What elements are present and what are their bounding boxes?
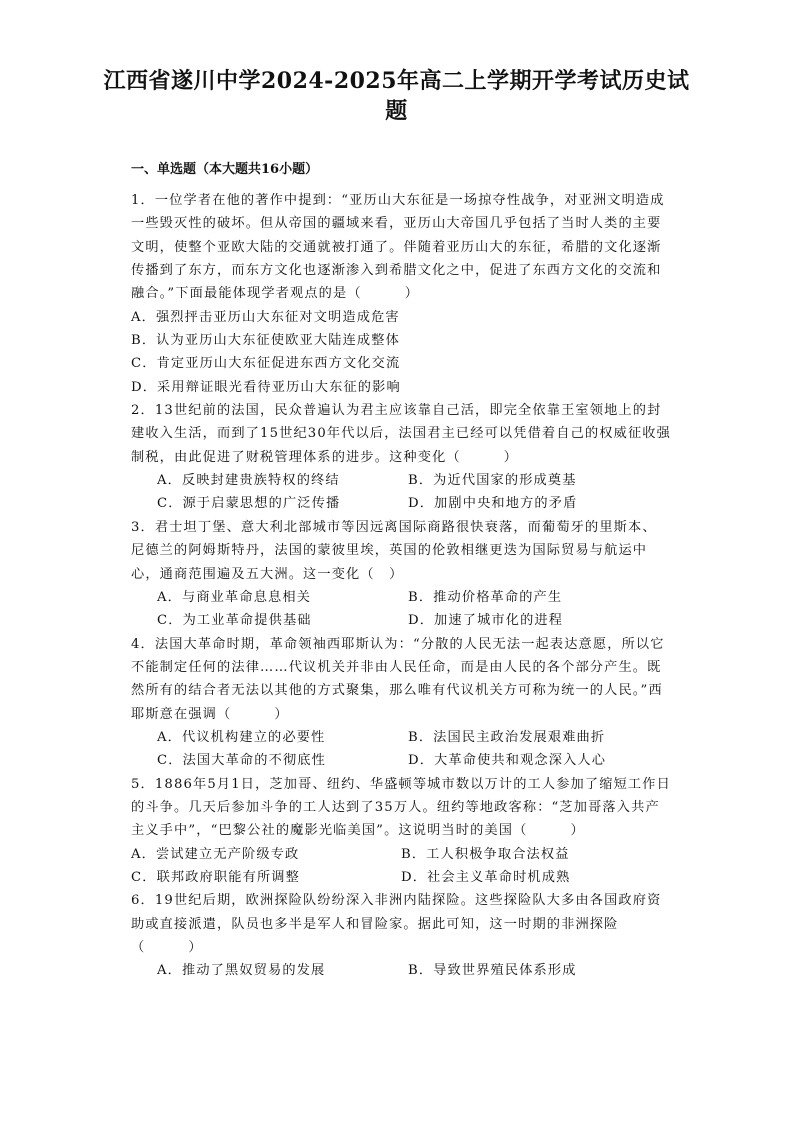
question-5 xyxy=(131,773,671,890)
option-a: A．强烈抨击亚历山大东征对文明造成危害 xyxy=(131,309,400,325)
option-d: D．采用辩证眼光看待亚历山大东征的影响 xyxy=(131,379,401,395)
question-stem: 3．君士坦丁堡、意大利北部城市等因远离国际商路很快衰落，而葡萄牙的里斯本、尼德兰的阿姆斯特丹，法国的蒙彼里埃，英国的伦敦相继更迭为国际贸易与航运中心，通商范围遍及五大洲。这一变化（ ） xyxy=(131,519,657,582)
option-row xyxy=(131,866,671,889)
option-a: A．尝试建立无产阶级专政 xyxy=(131,846,300,862)
option-c: C．法国大革命的不彻底性 xyxy=(157,753,326,769)
option-d: D．加速了城市化的进程 xyxy=(408,613,564,629)
option-row xyxy=(131,749,671,772)
option-b: B．导致世界殖民体系形成 xyxy=(408,963,577,979)
option-row xyxy=(131,959,671,982)
question-list xyxy=(131,189,671,983)
option-b: B．认为亚历山大东征使欧亚大陆连成整体 xyxy=(131,333,400,349)
question-3 xyxy=(131,516,671,633)
option-d: D．大革命使共和观念深入人心 xyxy=(408,753,607,769)
option-row xyxy=(131,609,671,632)
option-d: D．社会主义革命时机成熟 xyxy=(401,869,571,885)
option-c: C．联邦政府职能有所调整 xyxy=(131,869,300,885)
option-row xyxy=(131,469,671,492)
question-stem: 4．法国大革命时期，革命领袖西耶斯认为：“分散的人民无法一起表达意愿，所以它不能制定任何的法律……代议机关并非由人民任命，而是由人民的各个部分产生。既然所有的结合者无法以其他的方式聚集，那么唯有代议机关方可称为统一的人民。”西耶斯意在强调（ ） xyxy=(131,636,665,722)
option-b: B．推动价格革命的产生 xyxy=(408,589,563,605)
question-4 xyxy=(131,633,671,773)
option-c: C．源于启蒙思想的广泛传播 xyxy=(157,496,341,512)
option-row xyxy=(131,586,671,609)
question-2 xyxy=(131,399,671,516)
option-a: A．反映封建贵族特权的终结 xyxy=(157,473,340,489)
question-stem: 5．1886年5月1日，芝加哥、纽约、华盛顿等城市数以万计的工人参加了缩短工作日的斗争。几天后参加斗争的工人达到了35万人。纽约等地政客称：“芝加哥落入共产主义手中”，“巴黎公社的魔影光临美国”。这说明当时的美国（ ） xyxy=(131,776,671,839)
option-a: A．推动了黑奴贸易的发展 xyxy=(157,963,326,979)
question-stem: 6．19世纪后期，欧洲探险队纷纷深入非洲内陆探险。这些探险队大多由各国政府资助或直接派遣，队员也多半是军人和冒险家。据此可知，这一时期的非洲探险（ ） xyxy=(131,893,662,955)
option-d: D．加剧中央和地方的矛盾 xyxy=(408,496,578,512)
option-b: B．工人积极争取合法权益 xyxy=(401,846,570,862)
question-1 xyxy=(131,189,671,399)
option-c: C．为工业革命提供基础 xyxy=(157,613,312,629)
option-c: C．肯定亚历山大东征促进东西方文化交流 xyxy=(131,356,401,372)
question-stem: 1．一位学者在他的著作中提到：“亚历山大东征是一场掠夺性战争，对亚洲文明造成一些毁灭性的破坏。但从帝国的疆域来看，亚历山大帝国几乎包括了当时人类的主要文明，使整个亚欧大陆的交通就被打通了。伴随着亚历山大的东征，希腊的文化逐渐传播到了东方，而东方文化也逐渐渗入到希腊文化之中，促进了东西方文化的交流和融合。”下面最能体现学者观点的是（ ） xyxy=(131,193,665,302)
option-row xyxy=(131,843,671,866)
option-a: A．代议机构建立的必要性 xyxy=(157,729,326,745)
question-6 xyxy=(131,889,671,982)
option-b: B．为近代国家的形成奠基 xyxy=(408,473,577,489)
option-a: A．与商业革命息息相关 xyxy=(157,589,312,605)
section-heading: 一、单选题（本大题共16小题） xyxy=(131,162,319,177)
option-b: B．法国民主政治发展艰难曲折 xyxy=(408,729,606,745)
option-row xyxy=(131,726,671,749)
page-title: 江西省遂川中学2024-2025年高二上学期开学考试历史试题 xyxy=(103,68,690,124)
option-row xyxy=(131,492,671,515)
question-stem: 2．13世纪前的法国，民众普遍认为君主应该靠自己活，即完全依靠王室领地上的封建收入生活，而到了15世纪30年代以后，法国君主已经可以凭借着自己的权威征收强制税，由此促进了财税管理体系的进步。这种变化（ ） xyxy=(131,403,671,465)
